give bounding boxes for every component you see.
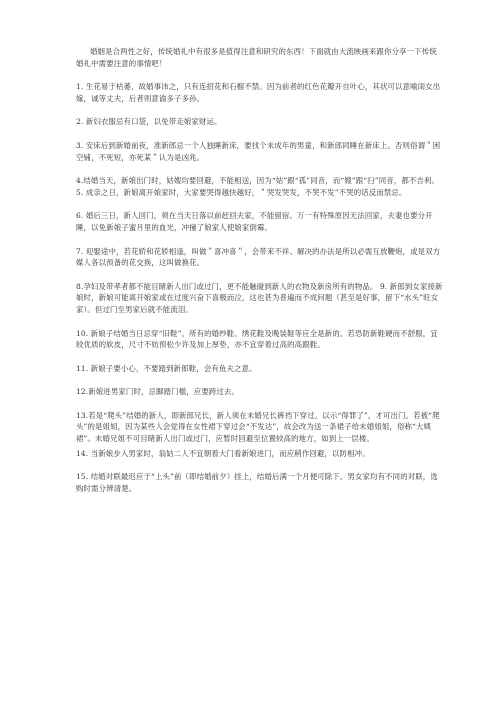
list-item-3: 3. 安床后到新婚前夜，准新郎忌一个人独睡新床，要找个未成年的男童，和新郎同睡在新床上。否则俗谓＂困空铺，不死短，亦死某＂认为是凶兆。 (76, 140, 441, 162)
intro-paragraph: 婚姻是合两性之好，传统婚礼中有很多是值得注意和研究的东西！下面就由大流映画来跟你分享一下传统婚礼中需要注意的事情吧！ (76, 47, 437, 68)
list-item-2: 2. 新妇衣服忌有口袋，以免带走娘家财运。 (76, 117, 222, 127)
list-item-12: 12.新娘进男家门时，忌脚踏门槛，应要跨过去。 (76, 387, 240, 397)
list-item-10: 10. 新娘子结婚当日忌穿“旧鞋”。所有的婚纱鞋、绣花鞋及晚装鞋等应全是新的。若恐防新鞋硬而不舒服，宜较优质的软皮，尺寸不妨预松少许及加上厚垫，亦不宜穿着过高的高跟鞋。 (76, 328, 438, 350)
list-item-4-5: 4.结婚当天，新娘出门时，姑嫂均要回避，不能相送，因为“姑”跟“孤”同音，而“嫂”跟“扫”同音，都不吉利。 5. 成亲之日，新娘离开娘家时，大家要哭得越快越好，＂哭发哭发，不哭不发”不哭的话反而禁忌。 (76, 176, 440, 197)
list-item-14: 14. 当新娘步入男家时，翁姑二人不宜朝着大门看新娘进门，而应稍作回避，以防相冲。 (76, 448, 370, 458)
list-item-15: 15. 结婚对联最迟应于“上头”前（即结婚前夕）挂上，结婚后满一个月便可除下。男女家均有不同的对联，选购时需分辨清楚。 (76, 472, 438, 493)
list-item-1: 1. 生花易于枯萎，故婚事讳之，只有连招花和石榴不禁。因为前者的红色花瓣开自叶心，其状可以意喻闺女出嫁，诚等丈夫，后者则意谕多子多孙。 (76, 82, 441, 103)
list-item-13: 13.若是“爬头”结婚的新人，即新郎兄长，新人须在未婚兄长裤裆下穿过，以示“得罪了”，才可出门。若被“爬头”的是姐姐，因为某些人会觉得在女性裙下穿过会“不发达”，故会改为送一条裙子给未婚姐姐，俗称“大姨裙”。未婚兄姐不可目睹新人出门或过门，应暂时回避至位置较高的地方，如到上一层楼。 (76, 410, 440, 444)
list-item-11: 11. 新娘子要小心，不要踏到新郎鞋，会有鱼夫之意。 (76, 363, 257, 373)
list-item-7: 7. 迎娶途中，若花轿和花轿相逢，叫做＂喜冲喜＂，会带来不祥。解决的办法是所以必需互放鞭炮，或是双方媒人各以预备的花交换，这叫做换花。 (76, 246, 441, 268)
list-item-6: 6. 婚后三日，新人回门，须在当天日落以前赶回夫家，不能留宿。万一有特殊原因无法回家，夫妻也要分开睡，以免新娘子蜜月里的血光，冲撞了娘家人使娘家倒霉。 (76, 211, 433, 232)
list-item-8-9: 8.孕妇及带孝者都不能目睹新人出门或过门，更不能触碰到新人的衣物及新房所有的物品。 9. 新郎到女家接新娘时，新娘可能离开娘家或在过度兴奋下喜极而泣，这也甚为普遍而不成问题（甚至是好事，留下“水头”旺女家）。但过门至男家后就不能流泪。 (76, 281, 443, 314)
